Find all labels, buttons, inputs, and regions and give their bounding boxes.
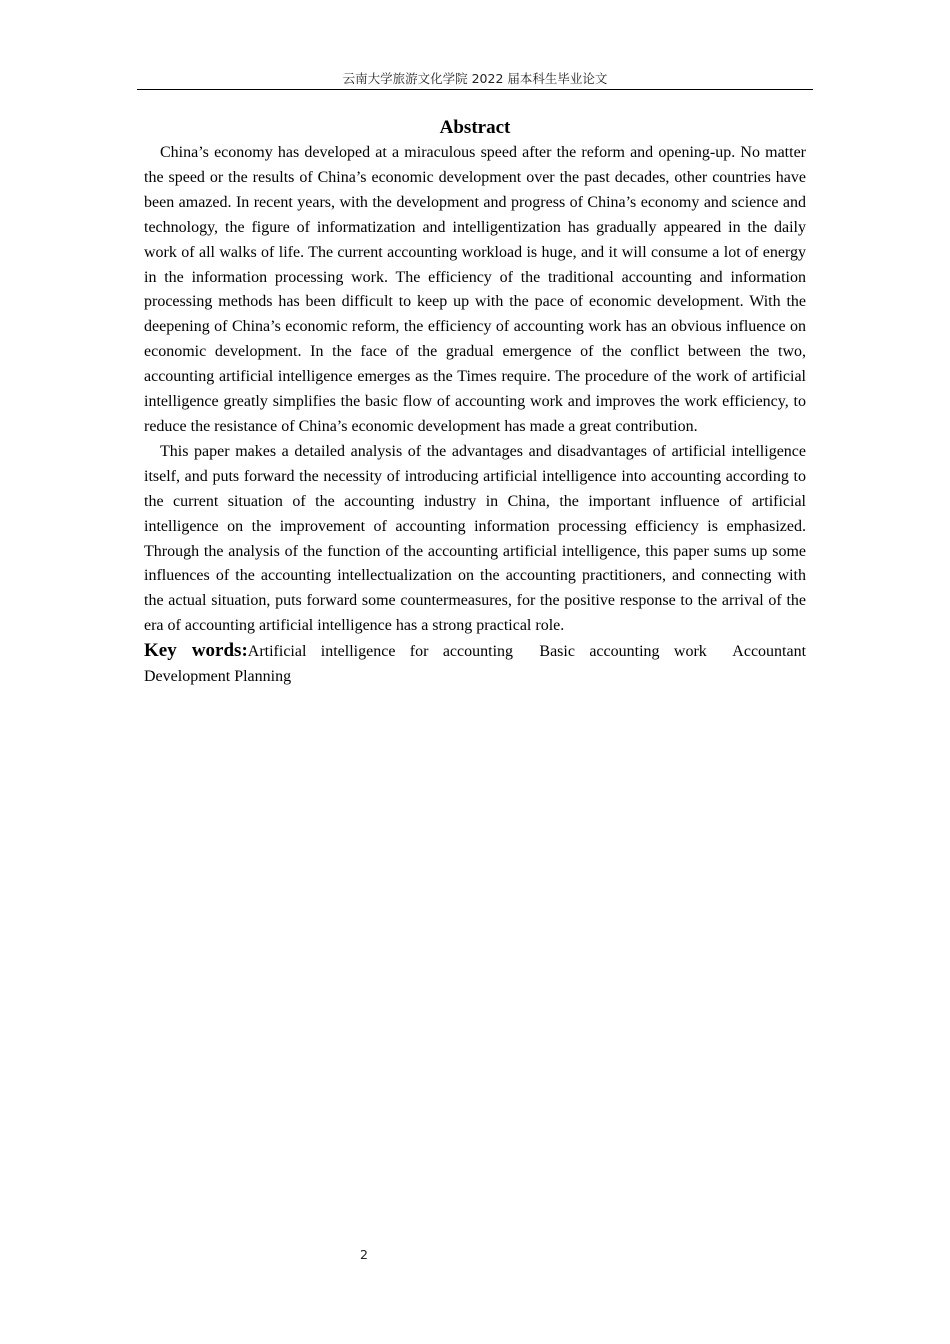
abstract-paragraph-2: This paper makes a detailed analysis of the advantages and disadvantages of artificial intelligence itself, and puts forward the necessity of introducing artificial intelligence into accounting according to the current situation of the accounting industry in China, the important influence of artificial intelligence on the improvement of accounting information processing efficiency is emphasized. Through the analysis of the function of the accounting artificial intelligence, this paper sums up some influences of the accounting intellectualization on the accounting practitioners, and connecting with the actual situation, puts forward some countermeasures, for the positive response to the arrival of the era of accounting artificial intelligence has a strong practical role. (144, 442, 806, 635)
page-number: 2 (360, 1247, 368, 1262)
abstract-paragraph-1: China’s economy has developed at a miraculous speed after the reform and opening-up. No matter the speed or the results of China’s economic development over the past decades, other countries have been amazed. In recent years, with the development and progress of China’s economy and science and technology, the figure of informatization and intelligentization has gradually appeared in the daily work of all walks of life. The current accounting workload is huge, and it will consume a lot of energy in the information processing work. The efficiency of the traditional accounting and information processing methods has been difficult to keep up with the pace of economic development. With the deepening of China’s economic reform, the efficiency of accounting work has an obvious influence on economic development. In the face of the gradual emergence of the conflict between the two, accounting artificial intelligence emerges as the Times require. The procedure of the work of artificial intelligence greatly simplifies the basic flow of accounting work and improves the work efficiency, to reduce the resistance of China’s economic development has made a great contribution. (144, 144, 806, 435)
keyword-item: Artificial intelligence for accounting (247, 643, 514, 661)
running-header (137, 70, 813, 90)
keywords-label: Key words: (144, 640, 248, 662)
keywords-line (144, 639, 806, 690)
keyword-item: Basic accounting work (539, 643, 707, 661)
abstract-title: Abstract (439, 117, 511, 138)
running-header-title: 云南大学旅游文化学院 2022 届本科生毕业论文 (342, 71, 608, 86)
abstract-section (144, 115, 806, 690)
keyword-item: Accountant Development Planning (144, 643, 807, 686)
